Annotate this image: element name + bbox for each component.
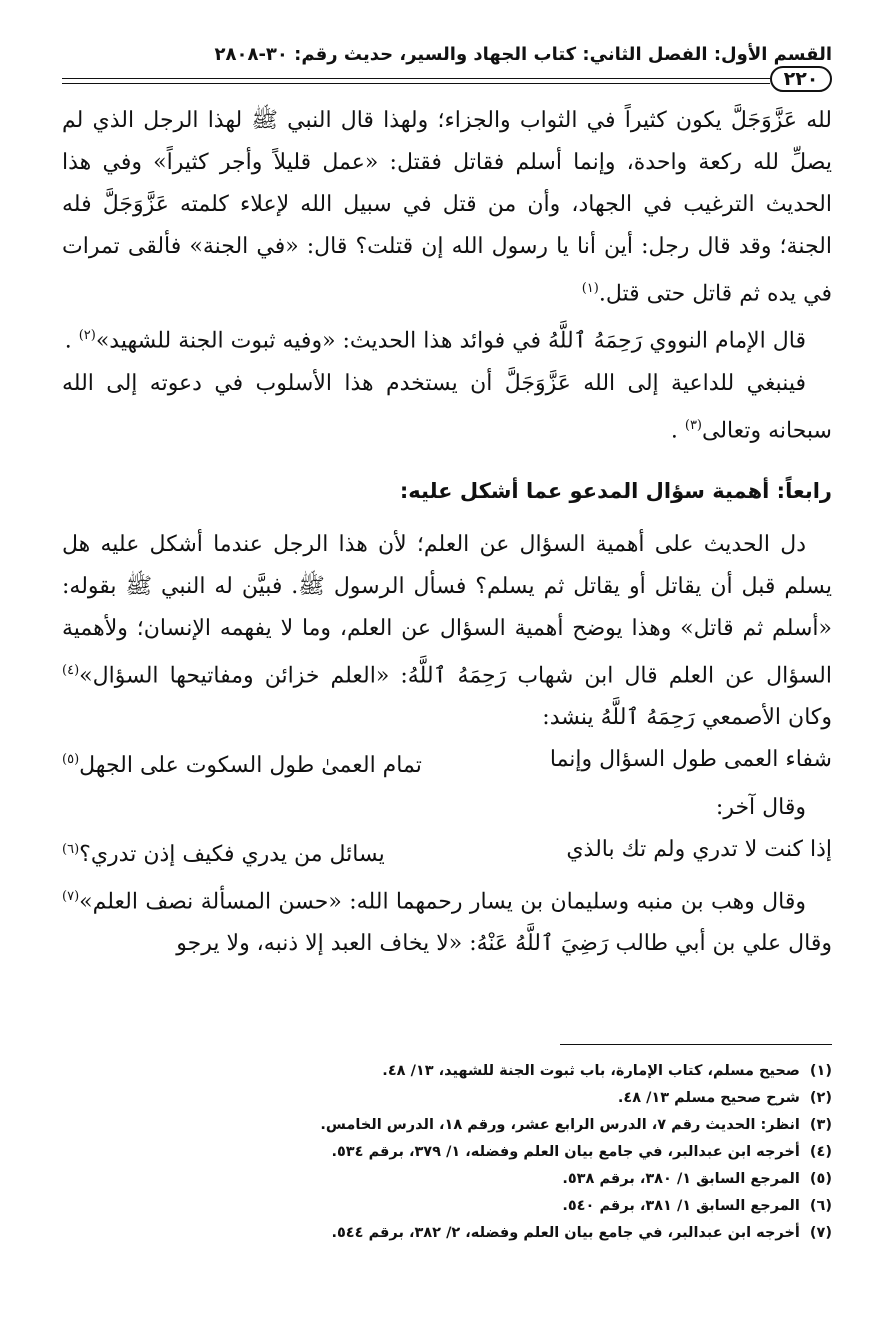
footnote-divider xyxy=(560,1044,832,1045)
footnote xyxy=(62,1139,832,1166)
footnote-text: أخرجه ابن عبدالبر، في جامع بيان العلم وفضله، ١/ ٣٧٩، برقم ٥٣٤. xyxy=(331,1144,800,1160)
footnote-number: (٥) xyxy=(809,1171,832,1187)
footnote-ref: (٥) xyxy=(62,752,80,768)
paragraph-text: وقال علي بن أبي طالب رَضِيَ ٱللَّهُ عَنْهُ: «لا يخاف العبد إلا ذنبه، ولا يرجو xyxy=(176,931,832,957)
footnote-ref: (٦) xyxy=(62,841,80,857)
running-header: القسم الأول: الفصل الثاني: كتاب الجهاد والسير، حديث رقم: ٣٠-٢٨٠٨ xyxy=(214,44,832,65)
paragraph-text: دل الحديث على أهمية السؤال عن العلم؛ لأن هذا الرجل عندما أشكل عليه هل يسلم قبل أن يقاتل أو يقاتل ثم يسلم؟ فسأل الرسول ﷺ. فبيَّن له النبي ﷺ بقوله: «أسلم ثم قاتل» وهذا يوضح أهمية السؤال عن العلم، وما لا يفهمه الإنسان؛ ولأهمية السؤال عن العلم قال ابن شهاب رَحِمَهُ ٱللَّهُ: «العلم خزائن ومفاتيحها السؤال» xyxy=(62,531,832,689)
footnote-ref: (١) xyxy=(581,281,599,296)
footnote xyxy=(62,1058,832,1085)
verse-hemistich xyxy=(62,829,385,876)
paragraph xyxy=(62,100,832,315)
page-number: ٢٢٠ xyxy=(770,66,832,92)
verse-text: تمام العمىٰ طول السكوت على الجهل xyxy=(79,752,422,778)
header-rule-line xyxy=(62,83,770,84)
footnote-text: انظر: الحديث رقم ٧، الدرس الرابع عشر، ورقم ١٨، الدرس الخامس. xyxy=(320,1117,800,1133)
verse-hemistich: شفاء العمى طول السؤال وإنما xyxy=(549,747,832,773)
paragraph xyxy=(62,315,832,362)
verse-hemistich xyxy=(62,739,422,786)
paragraph-text: . xyxy=(64,328,72,354)
paragraph: وقال آخر: xyxy=(715,794,806,820)
footnote-text: المرجع السابق ١/ ٣٨١، برقم ٥٤٠. xyxy=(562,1198,800,1214)
main-text xyxy=(62,100,832,965)
header-rule xyxy=(62,66,832,92)
footnote xyxy=(62,1220,832,1247)
footnote-number: (٣) xyxy=(809,1117,832,1133)
paragraph xyxy=(62,524,832,739)
footnote-number: (٤) xyxy=(809,1144,832,1160)
footnote-number: (٧) xyxy=(809,1225,832,1241)
footnote-ref: (٣) xyxy=(684,417,702,433)
footnote xyxy=(62,1193,832,1220)
paragraph-text: لله عَزَّوَجَلَّ يكون كثيراً في الثواب والجزاء؛ ولهذا قال النبي ﷺ لهذا الرجل الذي لم يصلِّ لله ركعة واحدة، وإنما أسلم فقاتل فقتل: «عمل قليلاً وأجر كثيراً» وفي هذا الحديث الترغيب في الجهاد، وأن من قتل في سبيل الله لإعلاء كلمته عَزَّوَجَلَّ فله الجنة؛ وقد قال رجل: أين أنا يا رسول الله إن قتلت؟ قال: «في الجنة» فألقى تمرات في يده ثم قاتل حتى قتل. xyxy=(62,108,832,307)
footnote-number: (٢) xyxy=(809,1090,832,1106)
paragraph-text: قال الإمام النووي رَحِمَهُ ٱللَّهُ في فوائد هذا الحديث: «وفيه ثبوت الجنة للشهيد» xyxy=(95,328,806,354)
paragraph xyxy=(62,876,832,965)
paragraph-text: وقال وهب بن منبه وسليمان بن يسار رحمهما الله: «حسن المسألة نصف العلم» xyxy=(79,889,806,915)
footnote-number: (١) xyxy=(809,1063,832,1079)
footnote xyxy=(62,1112,832,1139)
footnote xyxy=(62,1085,832,1112)
verse-hemistich: إذا كنت لا تدري ولم تك بالذي xyxy=(566,836,832,862)
poetry-verse xyxy=(62,739,832,786)
footnotes xyxy=(62,1058,832,1247)
paragraph-text: وكان الأصمعي رَحِمَهُ ٱللَّهُ ينشد: xyxy=(542,705,832,731)
header-rule-line xyxy=(62,78,770,79)
paragraph-text: . xyxy=(670,417,678,443)
footnote-ref: (٤) xyxy=(62,662,80,678)
verse-text: يسائل من يدري فكيف إذن تدري؟ xyxy=(79,841,385,867)
footnote-ref: (٧) xyxy=(62,888,80,904)
footnote-ref: (٢) xyxy=(78,328,96,344)
footnote-text: أخرجه ابن عبدالبر، في جامع بيان العلم وفضله، ٢/ ٣٨٢، برقم ٥٤٤. xyxy=(331,1225,800,1241)
footnote-number: (٦) xyxy=(809,1198,832,1214)
section-heading: رابعاً: أهمية سؤال المدعو عما أشكل عليه: xyxy=(399,478,832,503)
paragraph-text: فينبغي للداعية إلى الله عَزَّوَجَلَّ أن يستخدم هذا الأسلوب في دعوته إلى الله سبحانه وتعالى xyxy=(62,370,832,443)
footnote-text: شرح صحيح مسلم ١٣/ ٤٨. xyxy=(617,1090,800,1106)
poetry-verse xyxy=(62,829,832,876)
paragraph xyxy=(62,363,832,452)
footnote-text: المرجع السابق ١/ ٣٨٠، برقم ٥٣٨. xyxy=(562,1171,800,1187)
footnote xyxy=(62,1166,832,1193)
footnote-text: صحيح مسلم، كتاب الإمارة، باب ثبوت الجنة للشهيد، ١٣/ ٤٨. xyxy=(382,1063,800,1079)
